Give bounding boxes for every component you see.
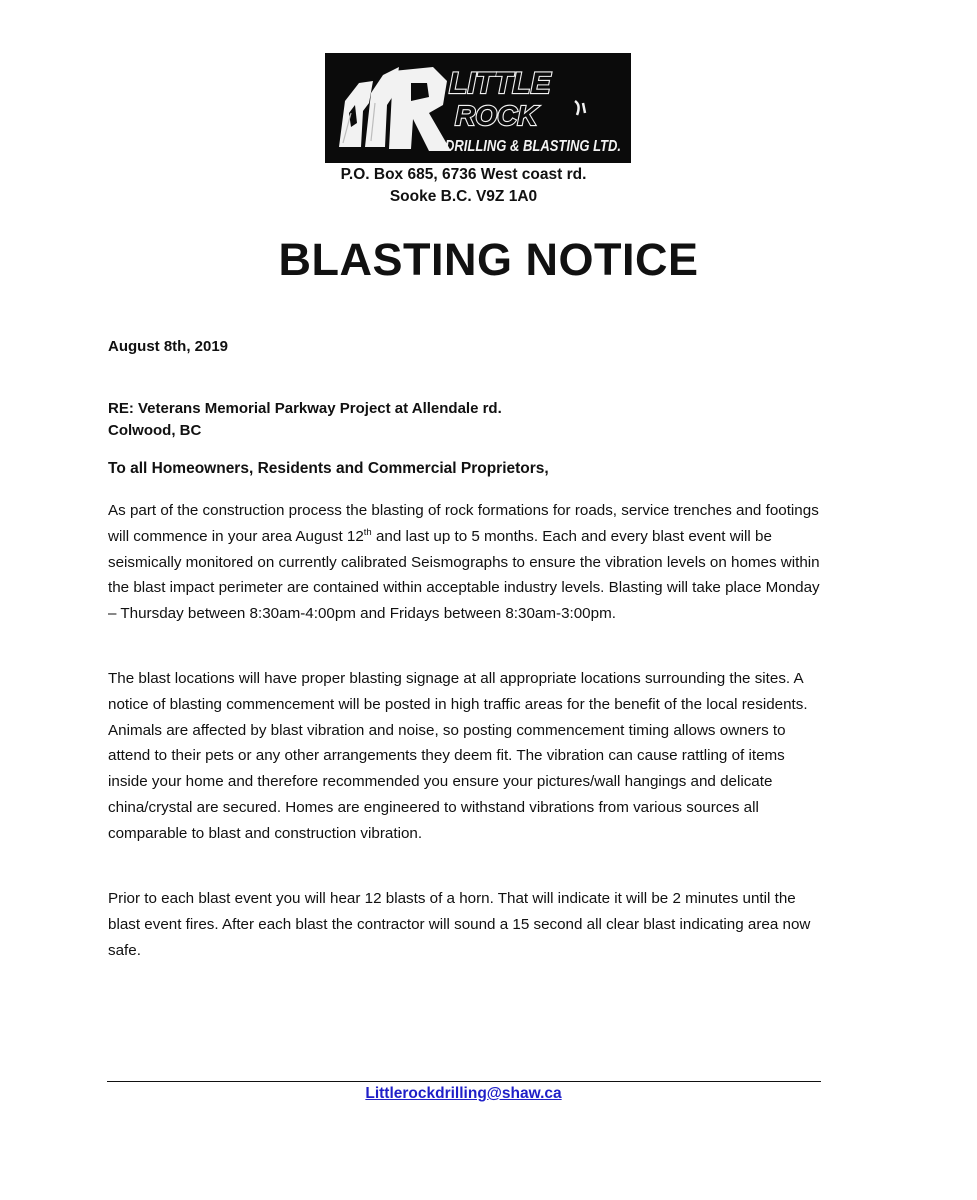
regarding-project: RE: Veterans Memorial Parkway Project at Allendale rd. [108, 400, 502, 417]
letter-date: August 8th, 2019 [108, 338, 229, 355]
ordinal-suffix: th [363, 526, 372, 538]
company-logo [325, 53, 631, 163]
regarding-location: Colwood, BC [108, 422, 202, 439]
paragraph-schedule-part2: and last up to 5 months. Each and every blast event will be seismically monitored on currently calibrated Seismographs to ensure the vibration levels on homes within the blast impact perimeter are contained within acceptable industry levels. Blasting will take place Monday – Thursday between 8:30am-4:00pm and Fridays between 8:30am-3:00pm. [108, 527, 820, 623]
logo-text-rock: ROCK [455, 100, 538, 131]
footer [0, 1085, 927, 1103]
regarding-block [108, 398, 502, 442]
paragraph-schedule-part1: As part of the construction process the blasting of rock formations for roads, service trenches and footings will commence in your area August 12 [108, 502, 819, 545]
logo-text-little: LITTLE [449, 67, 551, 100]
address-line-1: P.O. Box 685, 6736 West coast rd. [340, 166, 587, 183]
paragraph-horn-warning: Prior to each blast event you will hear 12 blasts of a horn. That will indicate it will be 2 minutes until the blast event fires. After each blast the contractor will sound a 15 second all clear blast indicating area now safe. [108, 890, 811, 959]
email-link[interactable]: Littlerockdrilling@shaw.ca [365, 1085, 562, 1102]
salutation: To all Homeowners, Residents and Commercial Proprietors, [108, 460, 549, 477]
paragraph-schedule [108, 498, 824, 627]
paragraph-signage: The blast locations will have proper blasting signage at all appropriate locations surrounding the sites. A notice of blasting commencement will be posted in high traffic areas for the benefit of the local residents. Animals are affected by blast vibration and noise, so posting commencement timing allows owners to attend to their pets or any other arrangements they deem fit. The vibration can cause rattling of items inside your home and therefore recommended you ensure your pictures/wall hangings and delicate china/crystal are secured. Homes are engineered to withstand vibrations from various sources all comparable to blast and construction vibration. [108, 670, 808, 842]
footer-divider [107, 1081, 821, 1082]
notice-title: BLASTING NOTICE [278, 234, 699, 285]
logo-text-drilling-blasting: DRILLING & BLASTING LTD. [445, 138, 621, 155]
little-rock-logo-graphic [325, 53, 631, 163]
address-line-2: Sooke B.C. V9Z 1A0 [389, 188, 538, 205]
